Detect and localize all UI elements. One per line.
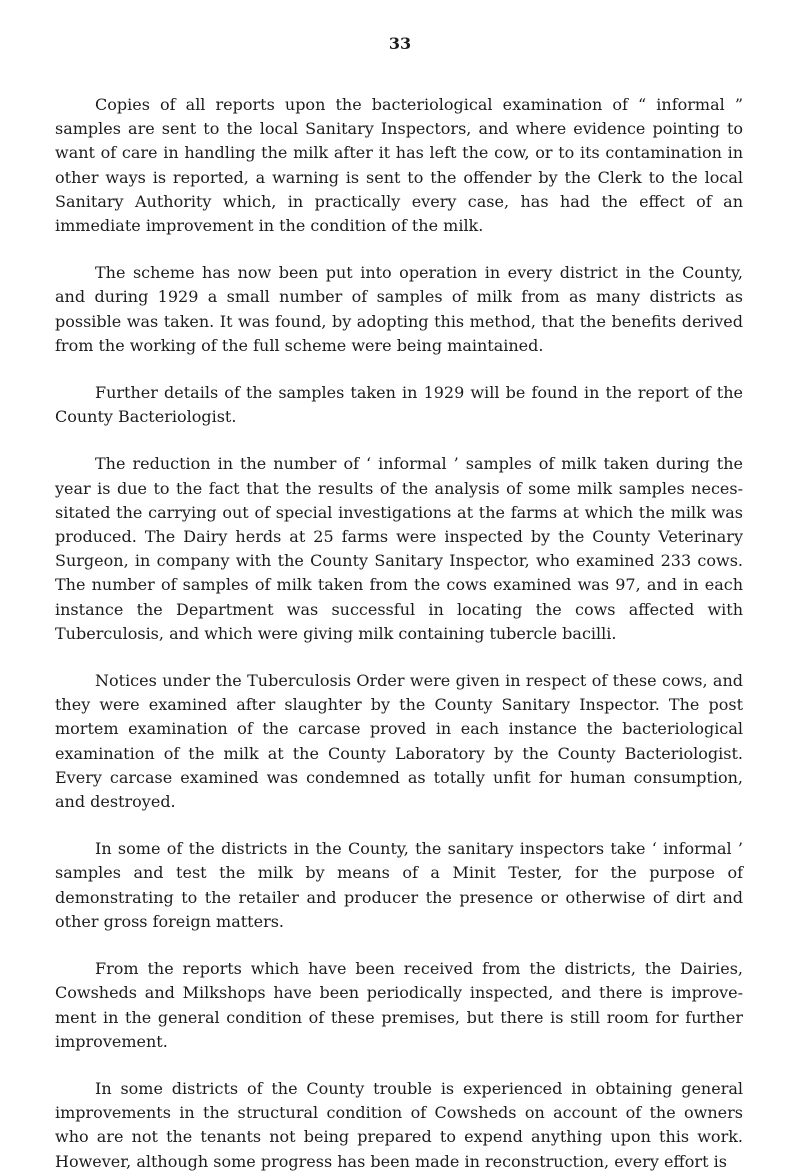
paragraph-cowshed-improvements: In some districts of the County trouble is experienced in obtaining general improvements in the structural condition of Cowsheds on account of the owners who are not the tenants not being prepared to expend anything upon this work. However, although some progress has been made in reconstruction, every effort is xyxy=(55,1078,743,1171)
paragraph-informal-samples-reports: Copies of all reports upon the bacteriological examination of “ informal ” samples are sent to the local Sanitary Inspectors, and where evidence pointing to want of care in handling the milk after it has left the cow, or to its contamination in other ways is reported, a warning is sent to the offender by the Clerk to the local Sanitary Authority which, in practically every case, has had the effect of an immediate improvement in the condition of the milk. xyxy=(55,95,743,236)
page-number: 33 xyxy=(388,34,412,53)
paragraph-minit-tester: In some of the districts in the County, the sanitary inspectors take ‘ informal ’ samples and test the milk by means of a Minit Tester, for the purpose of demonstrating to the retailer and producer the presence or otherwise of dirt and other gross foreign matters. xyxy=(55,839,743,931)
paragraph-tuberculosis-notices: Notices under the Tuberculosis Order were given in respect of these cows, and they were examined after slaughter by the County Sanitary Inspector. The post mortem examination of the carcase proved in each instance the bacteriological examination of the milk at the County Laboratory by the County Bacteriologist. Every carcase examined was condemned as totally unfit for human consumption, and destroyed. xyxy=(55,671,743,812)
body-text xyxy=(55,93,743,1174)
paragraph-further-details: Further details of the samples taken in 1929 will be found in the report of the County Bacteriologist. xyxy=(55,383,743,427)
paragraph-scheme-operation: The scheme has now been put into operation in every district in the County, and during 1929 a small number of samples of milk from as many districts as possible was taken. It was found, by adopting this method, that the benefits derived from the working of the full scheme were being maintained. xyxy=(55,263,743,355)
paragraph-premises-inspection: From the reports which have been received from the districts, the Dairies, Cowsheds and Milkshops have been periodically inspected, and there is improvement in the general condition of these premises, but there is still room for further improvement. xyxy=(55,959,743,1051)
paragraph-sample-reduction: The reduction in the number of ‘ informal ’ samples of milk taken during the year is due to the fact that the results of the analysis of some milk samples necessitated the carrying out of special investigations at the farms at which the milk was produced. The Dairy herds at 25 farms were inspected by the County Veterinary Surgeon, in company with the County Sanitary Inspector, who examined 233 cows. The number of samples of milk taken from the cows examined was 97, and in each instance the Department was successful in locating the cows affected with Tuberculosis, and which were giving milk containing tubercle bacilli. xyxy=(55,454,743,643)
